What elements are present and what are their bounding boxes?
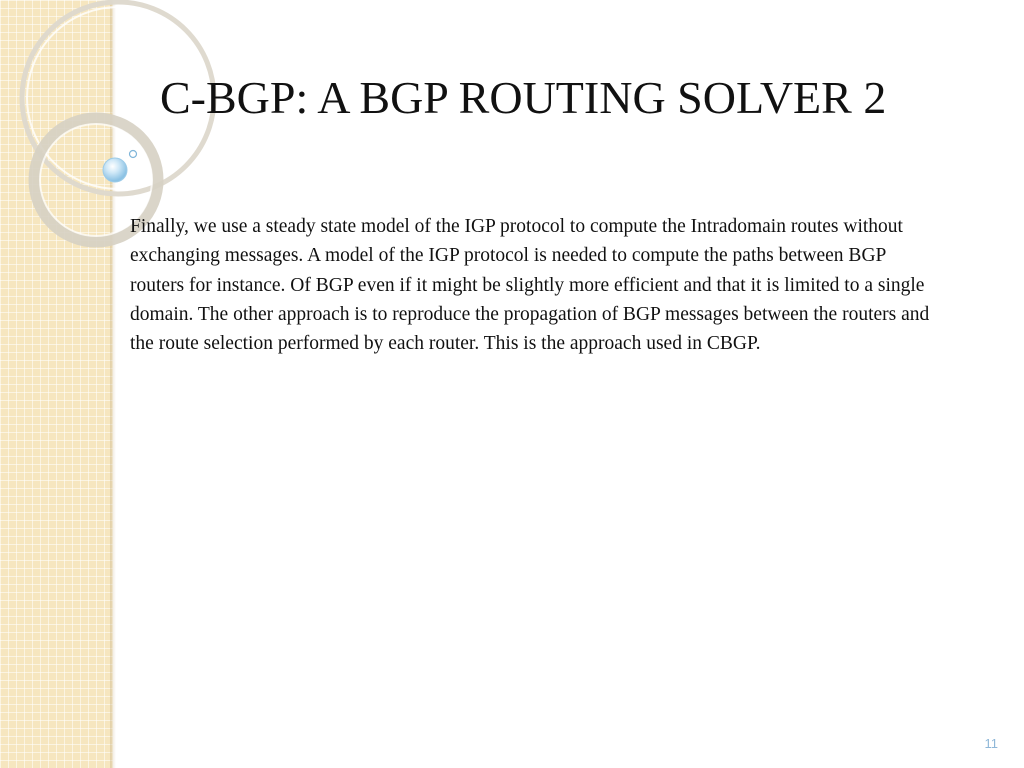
page-number: 11 [984, 736, 998, 751]
slide-body-text: Finally, we use a steady state model of the IGP protocol to compute the Intradomain routes without exchanging messages. A model of the IGP protocol is needed to compute the paths between BGP routers for instance. Of BGP even if it might be slightly more efficient and that it is limited to a single domain. The other approach is to reproduce the propagation of BGP messages between the routers and the route selection performed by each router. This is the approach used in CBGP. [130, 216, 930, 355]
tiny-bubble [130, 151, 137, 158]
blue-bubble [103, 158, 127, 182]
slide-title: C-BGP: A BGP ROUTING SOLVER 2 [160, 72, 887, 123]
